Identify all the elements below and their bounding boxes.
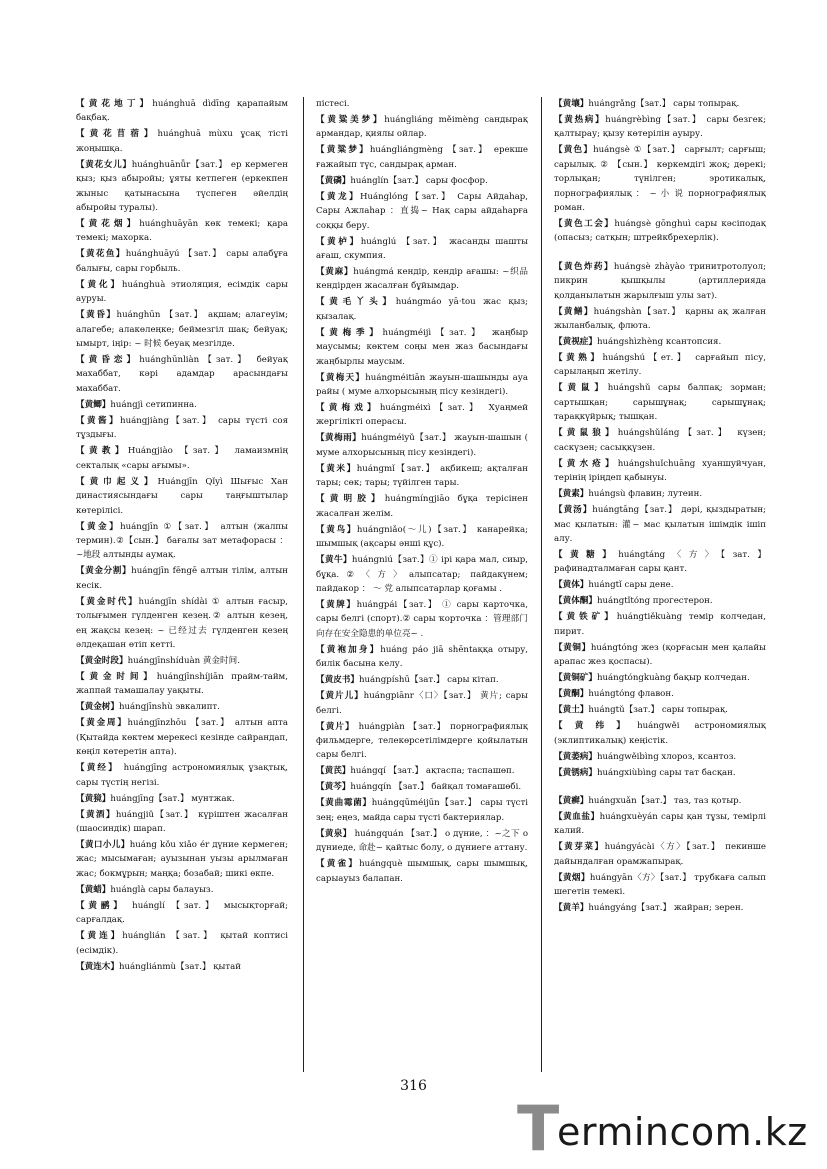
entry-definition: huángxuǎn【зат.】 таз, таз қотыр. [588, 795, 742, 806]
entry-headword: 【黄土】 [554, 705, 589, 716]
entry-definition: huángliánmù【зат.】 қытай [118, 961, 241, 972]
entry-definition: huángpiānr〈口〉【зат.】 黄片; сары белгі. [316, 691, 528, 716]
entry-definition: huángpíshū【зат.】 сары кітап. [358, 675, 499, 686]
dictionary-entry [76, 808, 288, 837]
entry-headword: 【黄金周】 [76, 718, 128, 729]
dictionary-entry [76, 960, 288, 974]
entry-definition: huángjì сетипинна. [110, 399, 197, 410]
dictionary-entry [554, 305, 766, 334]
entry-headword: 【黄金时间】 [76, 671, 157, 682]
entry-definition: huángjiǔ【зат.】 күріштен жасалған (шаосиндік) шарап. [76, 809, 288, 834]
entry-definition: huángtáng〈方〉【зат.】 рафинадталмаған сары қант. [554, 549, 766, 575]
dictionary-entry [316, 598, 528, 641]
entry-headword: 【黄血盐】 [554, 811, 600, 822]
dictionary-entry [76, 414, 288, 443]
entry-definition: huángtǐ сары дене. [588, 580, 674, 591]
entry-headword: 【黄癣】 [554, 795, 589, 806]
entry-headword: 【黄烟】 [554, 872, 590, 883]
entry-definition: huángquè шымшық, сары шымшық, сарыауыз балапан. [316, 859, 528, 884]
entry-definition: huánghuānǚr【зат.】 ер кермеген қыз; қыз абыройы; ұяты кетпеген (еркекпен жыныс қатынасына түспеген әйелдің абыройы туралы). [76, 159, 288, 214]
dictionary-entry [554, 687, 766, 701]
entry-headword: 【黄壤】 [554, 99, 589, 109]
dictionary-entry [316, 492, 528, 521]
entry-definition: huángshǔláng【зат.】 күзен; саскүзен; сасыққүзен. [554, 428, 766, 453]
entry-headword: 【黄金】 [76, 521, 121, 532]
dictionary-entry [316, 764, 528, 778]
dictionary-entry [554, 143, 766, 215]
entry-definition: huángjīn shídài ① алтын ғасыр, толығымен гүлденген кезең.② алтын кезең, ең жақсы кезең: ~ 已经过去 гүлденген кезең әлдеқашан өтіп кетті. [76, 596, 288, 650]
entry-headword: 【黄毛丫头】 [316, 297, 396, 308]
entry-headword: 【黄芩】 [316, 782, 351, 793]
dictionary-entry [76, 564, 288, 593]
entry-definition: huángjīnshù эвкалипт. [118, 702, 220, 713]
dictionary-entry [316, 462, 528, 491]
entry-definition: huángqūméijūn【зат.】 сары түсті зең; еңез, майда сары түсті бактериялар. [316, 798, 528, 823]
entry-headword: 【黄花女儿】 [76, 159, 132, 170]
entry-definition: huángshuǐchuāng хуаншуйчуан, терінің іріңдеп қабынуы. [554, 458, 766, 484]
entry-headword: 【黄牛】 [316, 555, 352, 566]
entry-headword: 【黄曲霉菌】 [316, 798, 372, 809]
dictionary-entry [554, 548, 766, 577]
entry-definition: huángtóngkuàng бақыр колчедан. [596, 673, 750, 684]
dictionary-entry [554, 217, 766, 246]
dictionary-entry [76, 308, 288, 351]
dictionary-entry [554, 578, 766, 592]
entry-definition: huángsè zhàyào тринитротолуол; пикрин қышқылы (артиллерияда қолданылатын жарылғыш улы зат). [554, 261, 766, 301]
dictionary-entry [554, 426, 766, 455]
entry-definition: huángwěibìng хлороз, ксантоз. [596, 751, 737, 762]
entry-definition: huángjīnzhōu 【зат.】 алтын апта (Қытайда көктем мерекесі кезінде сайрандап, көңіл көтеретін апта). [76, 718, 288, 758]
entry-headword: 【黄花烟】 [76, 219, 140, 230]
dictionary-entry [554, 260, 766, 303]
entry-definition: huángyān〈方〉【зат.】 трубкаға салып шегетін темекі. [554, 872, 766, 898]
dictionary-entry [554, 351, 766, 380]
dictionary-entry [76, 716, 288, 759]
dictionary-entry [554, 113, 766, 142]
column-right [554, 97, 766, 1072]
entry-headword: 【黄金树】 [76, 702, 119, 713]
entry-definition: huángjīn fēngē алтын тілім, алтын кесік. [76, 566, 288, 591]
entry-definition: huángshàn【зат.】 қарны ақ жалған жыланбалық, флюта. [554, 306, 766, 332]
entry-headword: 【黄龙】 [316, 191, 360, 202]
entry-headword: 【黄花地丁】 [76, 99, 153, 109]
dictionary-entry [316, 827, 528, 856]
entry-definition: huángtóng флавон. [588, 689, 674, 700]
dictionary-entry [554, 794, 766, 808]
entry-definition: huángmá кендір, кендір ағашы: ~织品 кендірден жасалған бұйымдар. [316, 267, 528, 292]
dictionary-entry [554, 703, 766, 717]
dictionary-entry [316, 371, 528, 400]
dictionary-entry [554, 810, 766, 839]
entry-definition: huángméiyǔ【зат.】 жауын-шашын ( муме алхорысының пісу кезіндегі). [316, 433, 528, 458]
entry-definition: huángqín 【зат.】 байқал томағашөбі. [350, 782, 522, 793]
page-number: 316 [400, 1078, 427, 1094]
entry-headword: 【黄铁矿】 [554, 612, 617, 623]
entry-definition: huáng kǒu xiǎo ér дүние кермеген; жас; мысымаған; ауызынан уызы арылмаған жас; бокмұрын; маңқа; бозабай; шикі өкпе. [76, 839, 288, 879]
entry-headword: 【黄体酮】 [554, 596, 597, 607]
entry-headword: 【黄鲫】 [76, 399, 111, 410]
dictionary-entry [316, 553, 528, 596]
dictionary-entry [554, 840, 766, 869]
column-middle [316, 97, 528, 1072]
entry-definition: huángniú【зат.】① ірі қара мал, сиыр, бұқа.②〈方〉алыпсатар; пайдакүнем; пайдакор ： ～ 党 алыпсатарлар қоғамы . [316, 555, 528, 594]
entry-definition: Huángjīn Qǐyì Шығыс Хан династиясындағы сары таңғыштылар көтерілісі. [76, 476, 288, 516]
entry-headword: 【黄金时段】 [76, 655, 128, 666]
entry-headword: 【黄磷】 [316, 175, 351, 186]
entry-definition: huángquán 【зат.】 о дүние, ：~之下 о дүниеде, 命赴~ қайтыс болу, о дүниеге аттану. [316, 828, 528, 854]
entry-definition: huángxiùbìng сары тат басқан. [596, 767, 736, 778]
entry-definition: huángpiàn 【зат.】 порнографиялық фильмдерге, телекөрсетілімдерге қойылатын сары белгі. [316, 721, 528, 761]
dictionary-entry [316, 295, 528, 324]
entry-definition: huángrèbìng【зат.】 сары безгек; қалтырау; қызу көтерілін ауыру. [554, 115, 766, 140]
dictionary-entry [316, 113, 528, 142]
entry-headword: 【黄芽菜】 [554, 842, 605, 853]
entry-headword: 【黄片儿】 [316, 691, 364, 702]
dictionary-entry [316, 796, 528, 825]
logo-letter-t: T [517, 1092, 560, 1165]
entry-definition: huánghuā dìdīng қарапайым бақбақ. [76, 99, 288, 124]
entry-headword: 【黄栌】 [316, 236, 361, 247]
entry-definition: huángliáng měimèng сандырақ армандар, қиялы ойлар. [316, 115, 528, 140]
entry-headword: 【黄巾起义】 [76, 476, 158, 487]
dictionary-entry [316, 857, 528, 886]
dictionary-entry [554, 766, 766, 780]
dictionary-entry [76, 700, 288, 714]
dictionary-entry [554, 871, 766, 900]
entry-definition: huángwěi астрономиялық (эклиптикалық) кеңістік. [554, 721, 766, 746]
entry-headword: 【黄口小儿】 [76, 839, 130, 850]
entry-headword: 【黄铜】 [554, 642, 591, 653]
column-divider [541, 97, 542, 1072]
entry-headword: 【黄连木】 [76, 961, 119, 972]
entry-headword: 【黄芪】 [316, 766, 351, 777]
entry-headword: 【黄锈病】 [554, 767, 597, 778]
entry-definition: huángshú【ет.】 сарғайып пісу, сарылаңып жетілу. [554, 353, 766, 378]
entry-definition: huángtāng【зат.】 дәрі, қыздыратын; мас қылатын: 灌~ мас қылатын ішімдік ішіп алу. [554, 505, 766, 544]
entry-headword: 【黄羊】 [554, 903, 589, 914]
entry-headword: 【黄水疮】 [554, 458, 618, 469]
dictionary-entry [554, 503, 766, 546]
entry-headword: 【黄糖】 [554, 549, 619, 560]
entry-definition: huángmǐ【зат.】 ақбикеш; ақталған тары; сөк; тары; түйілген тары. [316, 463, 528, 489]
entry-definition: huánghūnliàn【зат.】 бейуақ махаббат, кәрі адамдар арасындағы махаббат. [76, 355, 288, 394]
entry-headword: 【黄教】 [76, 446, 128, 457]
entry-headword: 【黄热病】 [554, 115, 606, 125]
dictionary-entry [316, 235, 528, 264]
termincom-logo[interactable] [517, 1092, 809, 1165]
dictionary-entry [554, 901, 766, 915]
entry-headword: 【黄粱美梦】 [316, 115, 385, 125]
dictionary-entry [554, 641, 766, 670]
entry-headword: 【黄金分割】 [76, 566, 132, 577]
entry-definition: huángjīng астрономиялық ұзақтық, сары түстің негізі. [76, 763, 288, 788]
entry-definition: huángjīn ①【зат.】 алтын (жалпы термин).②【сын.】 бағалы зат метафорасы ：~地段 алтынды аумақ. [76, 521, 288, 561]
entry-headword: 【黄梅季】 [316, 327, 383, 338]
dictionary-entry [554, 487, 766, 501]
dictionary-entry [76, 792, 288, 806]
dictionary-entry [76, 398, 288, 412]
entry-definition: huángliángmèng 【зат.】 ерекше ғажайып түс, сандырақ арман. [316, 145, 528, 170]
dictionary-entry [76, 520, 288, 563]
dictionary-entry [554, 335, 766, 349]
dictionary-entry [76, 899, 288, 928]
entry-headword: 【黄素】 [554, 489, 589, 500]
entry-headword: 【黄片】 [316, 721, 355, 732]
entry-headword: 【黄色】 [554, 145, 594, 156]
entry-headword: 【黄酮】 [554, 689, 589, 700]
entry-headword: 【黄纬】 [554, 721, 638, 732]
dictionary-entry [316, 523, 528, 552]
entry-headword: 【黄米】 [316, 463, 357, 474]
dictionary-entry [316, 673, 528, 687]
entry-headword: 【黄明胶】 [316, 494, 385, 505]
entry-headword: 【黄粱梦】 [316, 145, 370, 156]
entry-definition: huánglí 【зат.】 мысықторғай; сарғалдақ. [76, 900, 288, 926]
entry-headword: 【黄昏恋】 [76, 355, 140, 366]
entry-definition: huánglín【зат.】 сары фосфор. [350, 175, 488, 186]
entry-definition: huángméijì【зат.】 жаңбыр маусымы; көктем соңы мен жаз басындағы жаңбырлы маусым. [316, 327, 528, 367]
entry-definition: huángtǔ【зат.】 сары топырақ. [588, 705, 728, 716]
dictionary-entry [76, 353, 288, 396]
entry-headword: 【黄牌】 [316, 599, 357, 610]
entry-definition: huángjīng【зат.】 мунтжак. [110, 793, 235, 804]
entry-headword: 【黄汤】 [554, 505, 593, 516]
dictionary-entry [554, 381, 766, 424]
entry-headword: 【黄鸟】 [316, 524, 357, 535]
entry-headword: 【黄熟】 [554, 353, 603, 364]
entry-headword: 【黄鼠】 [554, 383, 608, 394]
entry-definition: huáng páo jiā shēntaққа отыру, билік басына келу. [316, 644, 528, 670]
dictionary-entry [554, 610, 766, 639]
entry-definition: huángsè ①【зат.】 сарғылт; сарғыш; сарылық. ② 【сын.】 көркемдігі жоқ; дөрекі; торлықан; түнілген; эротикалық, порнографиялық ： ~ 小 说 порнографиялық роман. [554, 145, 766, 214]
dictionary-entry [76, 595, 288, 653]
entry-definition: huángtiěkuàng темір колчедан, пирит. [554, 612, 766, 637]
entry-definition: huánglà сары балауыз. [110, 884, 214, 895]
entry-headword: 【黄酱】 [76, 415, 121, 426]
dictionary-entry [316, 689, 528, 718]
dictionary-entry [76, 158, 288, 216]
dictionary-entry [554, 594, 766, 608]
entry-headword: 【黄袍加身】 [316, 644, 381, 655]
entry-headword: 【黄花鱼】 [76, 249, 126, 260]
dictionary-entry [316, 143, 528, 172]
dictionary-entry [76, 654, 288, 668]
entry-definition: huángjīnshíjiān прайм-тайм, жаппай тамашалау уақыты. [76, 671, 288, 697]
dictionary-entry [76, 127, 288, 156]
dictionary-entry [76, 475, 288, 518]
entry-headword: 【黄梅天】 [316, 372, 366, 383]
entry-definition: huángméixì【зат.】 Хуаңмей жергілікті операсы. [316, 403, 528, 428]
entry-definition: huánghuā mùxu ұсақ тісті жоңышқа. [76, 129, 288, 154]
logo-wordmark: ermincom.kz [557, 1110, 808, 1154]
entry-definition: huángyácài〈方〉【зат.】 пекинше дайындалған орамжапырақ. [554, 842, 766, 867]
dictionary-entry [316, 174, 528, 188]
entry-definition: huángmíngjiāo бұқа терісінен жасалған желім. [316, 494, 528, 519]
entry-headword: 【黄鹂】 [76, 900, 126, 911]
dictionary-entry [76, 929, 288, 958]
entry-headword: 【黄铜矿】 [554, 673, 597, 684]
column-left [76, 97, 288, 1072]
entry-headword: 【黄昏】 [76, 310, 117, 321]
dictionary-entry: пістесі. [316, 99, 350, 109]
entry-definition: huángpái【зат.】 ① сары карточка, сары белгі (спорт).② сары ҡортoчка ：管理部门向存在安全隐患的单位亮~ . [316, 599, 528, 639]
dictionary-entry [316, 431, 528, 460]
entry-definition: huánghuà этиоляция, есімдік сары ауруы. [76, 279, 288, 305]
entry-headword: 【黄皮书】 [316, 675, 359, 686]
entry-definition: huángsè gōnghuì сары кәсіподақ (опасыз; сатқын; штрейкбрехерлік). [554, 219, 766, 244]
dictionary-entry [76, 444, 288, 473]
entry-definition: huángsù флавин; лутеин. [588, 489, 703, 500]
dictionary-entry [316, 326, 528, 369]
entry-definition: huángrǎng【зат.】 сары топырақ. [588, 99, 740, 109]
entry-headword: 【黄泉】 [316, 828, 352, 839]
dictionary-entry [316, 190, 528, 233]
dictionary-entry [316, 720, 528, 763]
entry-headword: 【黄鼠狼】 [554, 428, 618, 439]
entry-headword: 【黄连】 [76, 931, 123, 942]
entry-headword: 【黄萎病】 [554, 751, 597, 762]
column-divider [303, 97, 304, 1072]
entry-definition: huángqí 【зат.】 ақтаспа; таспашөп. [350, 766, 515, 777]
entry-headword: 【黄獍】 [76, 793, 111, 804]
dictionary-entry [76, 217, 288, 246]
dictionary-entry [76, 97, 288, 126]
entry-definition: huánghuāyú 【зат.】 сары алабұға балығы, сары горбыль. [76, 249, 288, 274]
entry-definition: huánglú 【зат.】 жасанды шашты ағаш, скумпия. [316, 236, 528, 262]
dictionary-entry [76, 670, 288, 699]
dictionary-entry [554, 457, 766, 486]
entry-definition: huánghūn 【зат.】 ақшам; алагеуім; алагебе; алакөлеңке; беймезгіл шақ; бейуақ; ымырт, іңір: ~ 时候 беуақ мезгілде. [76, 310, 288, 350]
entry-headword: 【黄色工会】 [554, 219, 615, 230]
dictionary-entry [316, 780, 528, 794]
entry-headword: 【黄梅雨】 [316, 433, 362, 444]
entry-definition: huángjiàng【зат.】 сары түсті соя тұздығы. [76, 415, 288, 441]
dictionary-entry [316, 265, 528, 294]
dictionary-entry [76, 838, 288, 881]
entry-headword: 【黄酒】 [76, 809, 116, 820]
entry-headword: 【黄花苜蓿】 [76, 129, 158, 140]
entry-definition: Huángjiào 【зат.】 ламаизмнің секталық «сары ағымы». [76, 446, 288, 471]
entry-definition: huángniǎo(～儿)【зат.】 канарейка; шымшық (ақсары әнші құс). [316, 524, 528, 550]
entry-headword: 【黄雀】 [316, 859, 360, 870]
entry-definition: huánglián 【зат.】 қытай коптисі (есімдік). [76, 931, 288, 956]
entry-headword: 【黄梅戏】 [316, 403, 380, 414]
entry-headword: 【黄麻】 [316, 267, 354, 278]
entry-headword: 【黄视症】 [554, 337, 597, 348]
entry-headword: 【黄化】 [76, 279, 122, 290]
entry-definition: Huánglóng【зат.】 Сары Айдаһар, Сары Ажлаһар ：直捣~ Нақ сары айдаһарға соққы беру. [316, 191, 528, 231]
entry-definition: huángtǐtóng прогестерон. [596, 596, 713, 607]
entry-definition: huángtóng жез (қорғасын мен қалайы арапас жез қоспасы). [554, 642, 766, 668]
dictionary-entry [316, 643, 528, 672]
entry-headword: 【黄色炸药】 [554, 261, 614, 272]
entry-definition: huángyáng【зат.】 жайран; зерен. [588, 903, 744, 914]
dictionary-page [76, 97, 766, 1072]
entry-definition: huángméitiān жауын-шашынды ауа райы ( муме алхорысының пісу кезіндегі). [316, 372, 528, 398]
dictionary-entry [554, 97, 766, 111]
entry-definition: huángxuèyán сары қан тұзы, темірлі калий. [554, 811, 766, 837]
entry-headword: 【黄体】 [554, 580, 589, 591]
entry-definition: huángjīnshíduàn 黄金时间. [127, 655, 240, 666]
dictionary-entry [554, 671, 766, 685]
dictionary-entry [76, 278, 288, 307]
entry-definition: huángshìzhèng ксантопсия. [596, 337, 722, 348]
dictionary-entry [316, 401, 528, 430]
entry-headword: 【黄经】 [76, 763, 119, 774]
entry-headword: 【黄鳝】 [554, 306, 594, 317]
entry-headword: 【黄蜡】 [76, 884, 111, 895]
dictionary-entry [554, 750, 766, 764]
dictionary-entry [554, 719, 766, 748]
entry-definition: huánghuāyān көк темекі; қара темекі; махорка. [76, 219, 288, 244]
dictionary-entry [76, 883, 288, 897]
dictionary-entry [76, 247, 288, 276]
entry-headword: 【黄金时代】 [76, 596, 139, 607]
entry-definition: huángmáo yā·tou жас қыз; қызалақ. [316, 297, 528, 322]
entry-definition: huángshǔ сары балпақ; зорман; сартышқан; сарышұнақ; сарышұнақ; тарақкүйрық; тышқан. [554, 383, 766, 423]
dictionary-entry [76, 761, 288, 790]
